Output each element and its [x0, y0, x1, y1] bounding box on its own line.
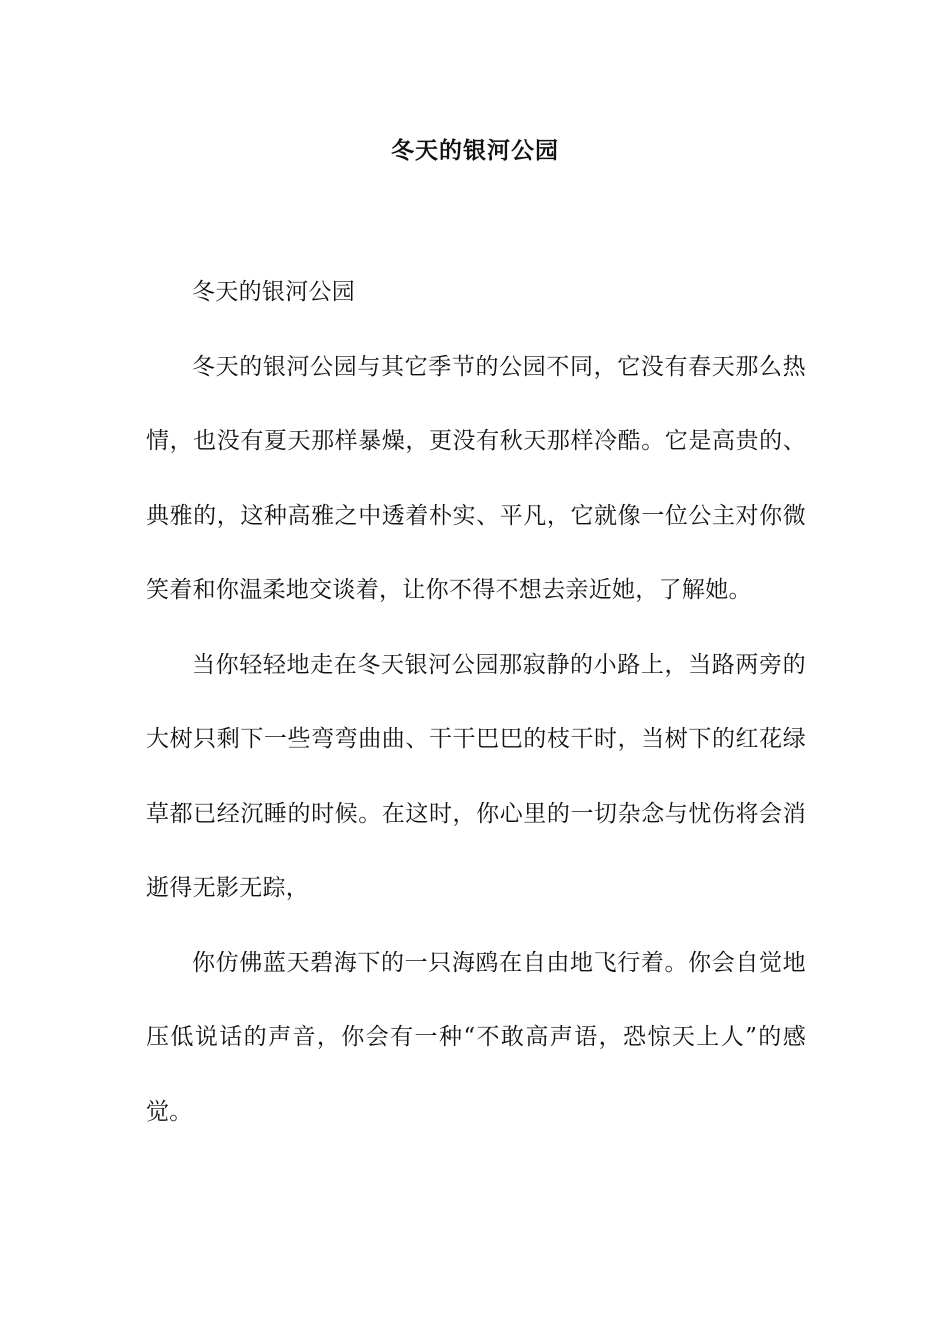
paragraph-2: 当你轻轻地走在冬天银河公园那寂静的小路上，当路两旁的大树只剩下一些弯弯曲曲、干干巴巴的枝干时，当树下的红花绿草都已经沉睡的时候。在这时，你心里的一切杂念与忧伤将会消逝得无影无踪， [146, 651, 806, 901]
document-subtitle: 冬天的银河公园 [192, 279, 356, 305]
paragraph-1: 冬天的银河公园与其它季节的公园不同，它没有春天那么热情，也没有夏天那样暴燥，更没有秋天那样冷酷。它是高贵的、典雅的，这种高雅之中透着朴实、平凡，它就像一位公主对你微笑着和你温柔地交谈着，让你不得不想去亲近她，了解她。 [146, 353, 806, 603]
document-title: 冬天的银河公园 [391, 137, 559, 164]
paragraph-3: 你仿佛蓝天碧海下的一只海鸥在自由地飞行着。你会自觉地压低说话的声音，你会有一种“不敢高声语，恐惊天上人”的感觉。 [146, 949, 806, 1125]
document-body [146, 255, 806, 1149]
